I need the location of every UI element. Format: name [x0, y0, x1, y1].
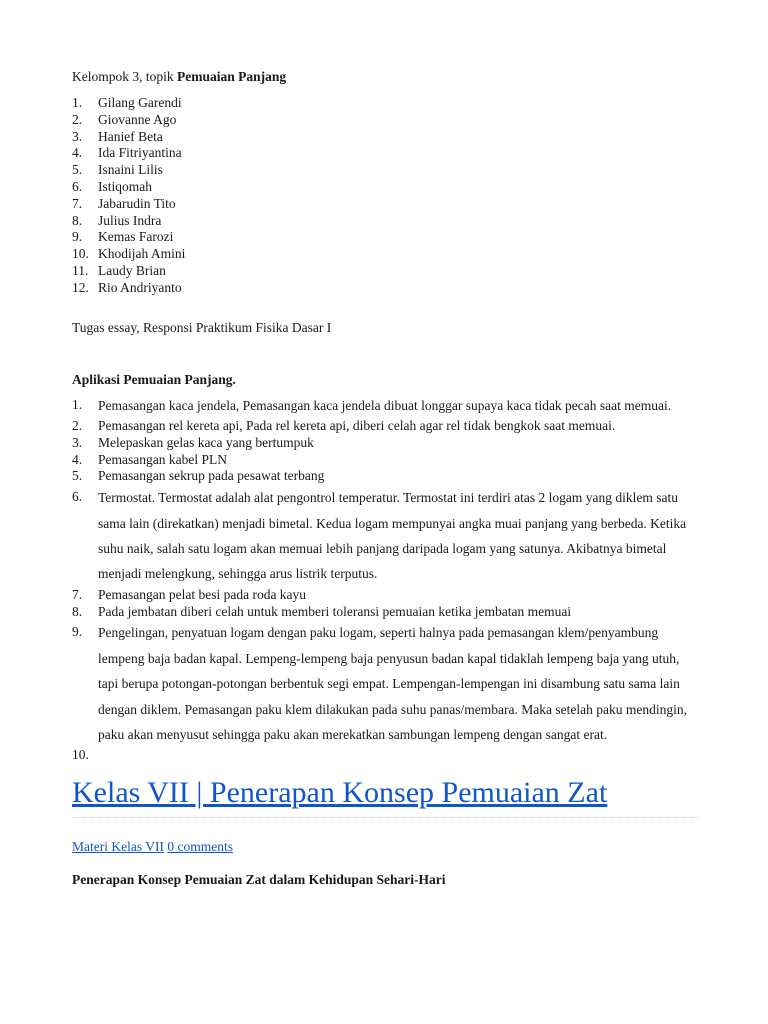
list-number: 12.: [72, 279, 89, 295]
comments-link[interactable]: 0 comments: [167, 839, 233, 855]
application-text: Pemasangan sekrup pada pesawat terbang: [98, 468, 325, 484]
list-item: [72, 418, 702, 435]
list-item: [72, 587, 702, 604]
application-text: Termostat. Termostat adalah alat pengontrol temperatur. Termostat ini terdiri atas 2 logam yang diklem satu sama lain (direkatkan) menjadi bimetal. Kedua logam mempunyai angka muai panjang yang berbeda. Ketika suhu naik, salah satu logam akan memuai lebih panjang daripada logam yang satunya. Akibatnya bimetal menjadi melengkung, sehingga arus listrik terputus.: [98, 490, 687, 582]
application-text: Pemasangan kaca jendela, Pemasangan kaca jendela dibuat longgar supaya kaca tidak pecah saat memuai.: [98, 397, 672, 413]
intro-topic: Pemuaian Panjang: [177, 69, 287, 84]
list-number: 7.: [72, 586, 83, 602]
list-number: 6.: [72, 178, 83, 194]
post-meta: [72, 838, 702, 855]
list-number: 9.: [72, 229, 83, 245]
list-number: 1.: [72, 396, 83, 412]
divider: [72, 817, 698, 818]
list-number: 4.: [72, 451, 83, 467]
applications-list: [72, 393, 702, 763]
list-item: [72, 263, 702, 280]
application-text: Pemasangan pelat besi pada roda kayu: [98, 586, 307, 602]
list-number: 8.: [72, 212, 83, 228]
member-name: Isnaini Lilis: [98, 162, 163, 178]
member-name: Laudy Brian: [98, 262, 166, 278]
list-item: [72, 604, 702, 621]
list-item: [72, 246, 702, 263]
list-number: 3.: [72, 434, 83, 450]
member-name: Jabarudin Tito: [98, 195, 176, 211]
document-page: [72, 68, 702, 888]
post-title-link[interactable]: Kelas VII | Penerapan Konsep Pemuaian Zat: [72, 776, 608, 810]
application-text: Pemasangan kabel PLN: [98, 451, 227, 467]
list-item: [72, 112, 702, 129]
list-item: [72, 280, 702, 297]
list-number: 10.: [72, 747, 89, 763]
list-number: 8.: [72, 603, 83, 619]
list-item: [72, 452, 702, 469]
application-text: Pemasangan rel kereta api, Pada rel kereta api, diberi celah agar rel tidak bengkok saat memuai.: [98, 417, 616, 433]
list-item: [72, 95, 702, 112]
member-name: Julius Indra: [98, 212, 162, 228]
list-item: [72, 213, 702, 230]
list-item: [72, 620, 702, 747]
intro-line: [72, 68, 702, 85]
list-number: 7.: [72, 195, 83, 211]
list-number: 10.: [72, 246, 89, 262]
list-number: 4.: [72, 145, 83, 161]
applications-title: Aplikasi Pemuaian Panjang.: [72, 371, 236, 387]
list-number: 2.: [72, 111, 83, 127]
list-number: 1.: [72, 95, 83, 110]
member-name: Gilang Garendi: [98, 95, 182, 110]
member-list: [72, 95, 702, 297]
member-name: Giovanne Ago: [98, 111, 177, 127]
list-number: 11.: [72, 262, 89, 278]
application-text: Pada jembatan diberi celah untuk memberi toleransi pemuaian ketika jembatan memuai: [98, 603, 572, 619]
essay-line: Tugas essay, Responsi Praktikum Fisika Dasar I: [72, 319, 332, 335]
application-text: Melepaskan gelas kaca yang bertumpuk: [98, 434, 314, 450]
member-name: Ida Fitriyantina: [98, 145, 182, 161]
list-item: [72, 129, 702, 146]
list-item: [72, 196, 702, 213]
post-subheading: Penerapan Konsep Pemuaian Zat dalam Kehidupan Sehari-Hari: [72, 872, 446, 888]
member-name: Kemas Farozi: [98, 229, 174, 245]
list-item: [72, 179, 702, 196]
post-title: [72, 773, 702, 813]
member-name: Rio Andriyanto: [98, 279, 182, 295]
list-number: 3.: [72, 128, 83, 144]
list-number: 9.: [72, 624, 83, 640]
application-text: Pengelingan, penyatuan logam dengan paku logam, seperti halnya pada pemasangan klem/penyambung lempeng baja badan kapal. Lempeng-lempeng baja penyusun badan kapal tidaklah lempeng baja yang utuh, tapi berupa potongan-potongan berbentuk segi empat. Lempengan-lempengan ini disambung satu sama lain dengan diklem. Pemasangan paku klem dilakukan pada suhu panas/membara. Maka setelah paku mendingin, paku akan menyusut sehingga paku akan merekatkan sambungan lempeng dengan sangat erat.: [98, 625, 687, 742]
list-item: [72, 393, 702, 418]
intro-prefix: Kelompok 3, topik: [72, 69, 177, 84]
member-name: Hanief Beta: [98, 128, 163, 144]
member-name: Khodijah Amini: [98, 246, 186, 262]
list-number: 5.: [72, 468, 83, 484]
list-number: 2.: [72, 417, 83, 433]
list-item: [72, 468, 702, 485]
list-item: [72, 435, 702, 452]
category-link[interactable]: Materi Kelas VII: [72, 839, 164, 855]
list-item: [72, 162, 702, 179]
list-number: 5.: [72, 162, 83, 178]
member-name: Istiqomah: [98, 178, 152, 194]
list-item: [72, 485, 702, 587]
list-item: [72, 229, 702, 246]
list-item: [72, 145, 702, 162]
list-number: 6.: [72, 489, 83, 505]
